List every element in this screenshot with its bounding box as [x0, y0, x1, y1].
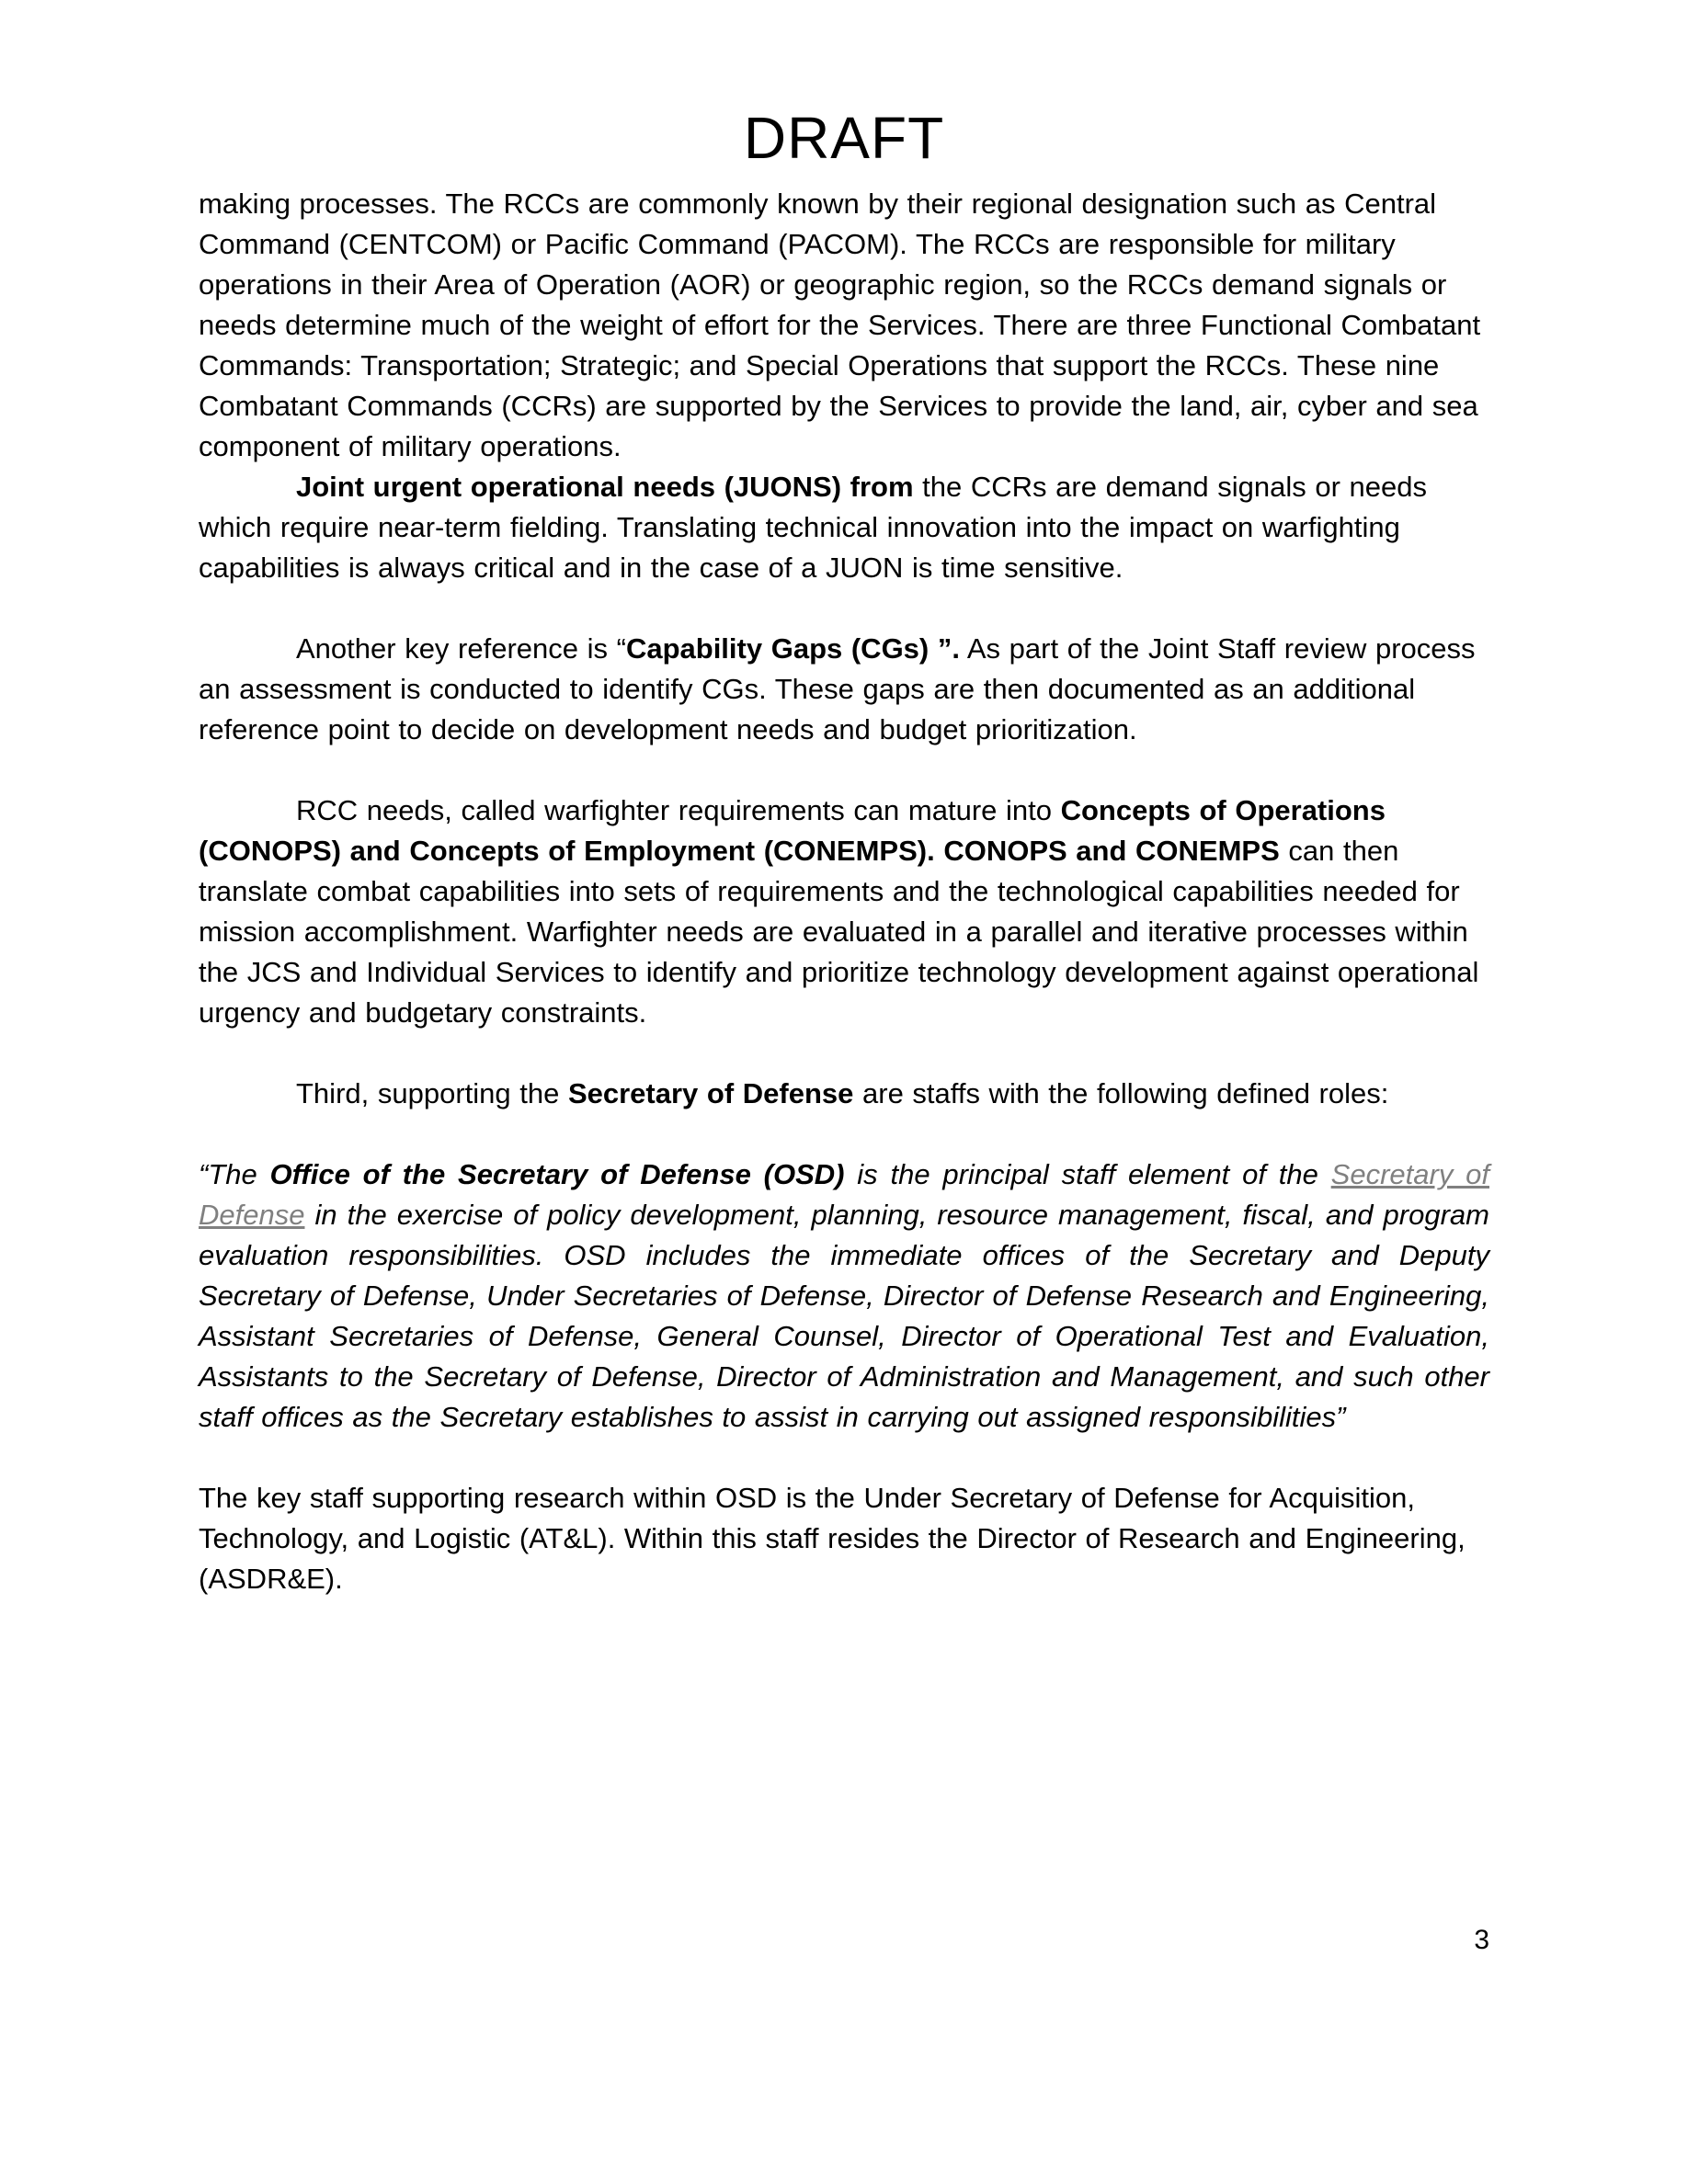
para-juons [199, 467, 1489, 588]
page-number: 3 [1474, 1925, 1489, 1955]
secdef-bold-run: Secretary of Defense [567, 1077, 854, 1109]
text-run: is the principal staff element of the [844, 1158, 1331, 1190]
text-run: are staffs with the following defined roles: [853, 1077, 1389, 1109]
text-run: RCC needs, called warfighter requirements can mature into [296, 794, 1061, 826]
text-run: can then translate combat capabilities into sets of requirements and the technological capabilities needed for mission accomplishment. Warfighter needs are evaluated in a parallel and iterative processes within the JCS and Individual Services to identify and prioritize technology development against operational urgency and budgetary constraints. [199, 835, 1479, 1029]
para-atl-asdre [199, 1478, 1489, 1599]
osd-bold-italic-run: Office of the Secretary of Defense (OSD) [269, 1158, 845, 1190]
capability-gaps-bold-run: Capability Gaps (CGs) ”. [625, 632, 960, 665]
text-run: “The [199, 1158, 270, 1190]
conops-bold-run: Concepts of Operations (CONOPS) and Concepts of Employment (CONEMPS). CONOPS and CONEMPS [199, 794, 1386, 867]
text-run: in the exercise of policy development, planning, resource management, fiscal, and program evaluation responsibilities. OSD includes the immediate offices of the Secretary and Deputy Secretary of Defense, Under Secretaries of Defense, Director of Defense Research and Engineering, Assistant Secretaries of Defense, General Counsel, Director of Operational Test and Evaluation, Assistants to the Secretary of Defense, Director of Administration and Management, and such other staff offices as the Secretary establishes to assist in carrying out assigned responsibilities” [199, 1199, 1489, 1433]
secretary-of-defense-link[interactable]: Secretary of Defense [199, 1158, 1489, 1231]
text-run: The key staff supporting research within OSD is the Under Secretary of Defense for Acquisition, Technology, and Logistic (AT&L). Within this staff resides the Director of Research and Engineering, (ASDR&E). [199, 1482, 1466, 1595]
draft-watermark: DRAFT [743, 105, 945, 171]
para-rcc-overview [199, 184, 1489, 467]
para-capability-gaps [199, 629, 1489, 750]
document-body [199, 184, 1489, 1599]
text-run: the CCRs are demand signals or needs which require near-term fielding. Translating technical innovation into the impact on warfighting capabilities is always critical and in the case of a JUON is time sensitive. [199, 471, 1427, 584]
text-run: making processes. The RCCs are commonly known by their regional designation such as Central Command (CENTCOM) or Pacific Command (PACOM). The RCCs are responsible for military operations in their Area of Operation (AOR) or geographic region, so the RCCs demand signals or needs determine much of the weight of effort for the Services. There are three Functional Combatant Commands: Transportation; Strategic; and Special Operations that support the RCCs. These nine Combatant Commands (CCRs) are supported by the Services to provide the land, air, cyber and sea component of military operations. [199, 188, 1481, 462]
para-third-secdef [199, 1074, 1489, 1114]
text-run: Another key reference is “ [296, 632, 626, 665]
text-run: As part of the Joint Staff review process an assessment is conducted to identify CGs. These gaps are then documented as an additional reference point to decide on development needs and budget prioritization. [199, 632, 1476, 745]
para-conops [199, 791, 1489, 1033]
text-run: Third, supporting the [296, 1077, 568, 1109]
juons-bold-run: Joint urgent operational needs (JUONS) from [296, 471, 914, 503]
para-osd-quote [199, 1155, 1489, 1438]
